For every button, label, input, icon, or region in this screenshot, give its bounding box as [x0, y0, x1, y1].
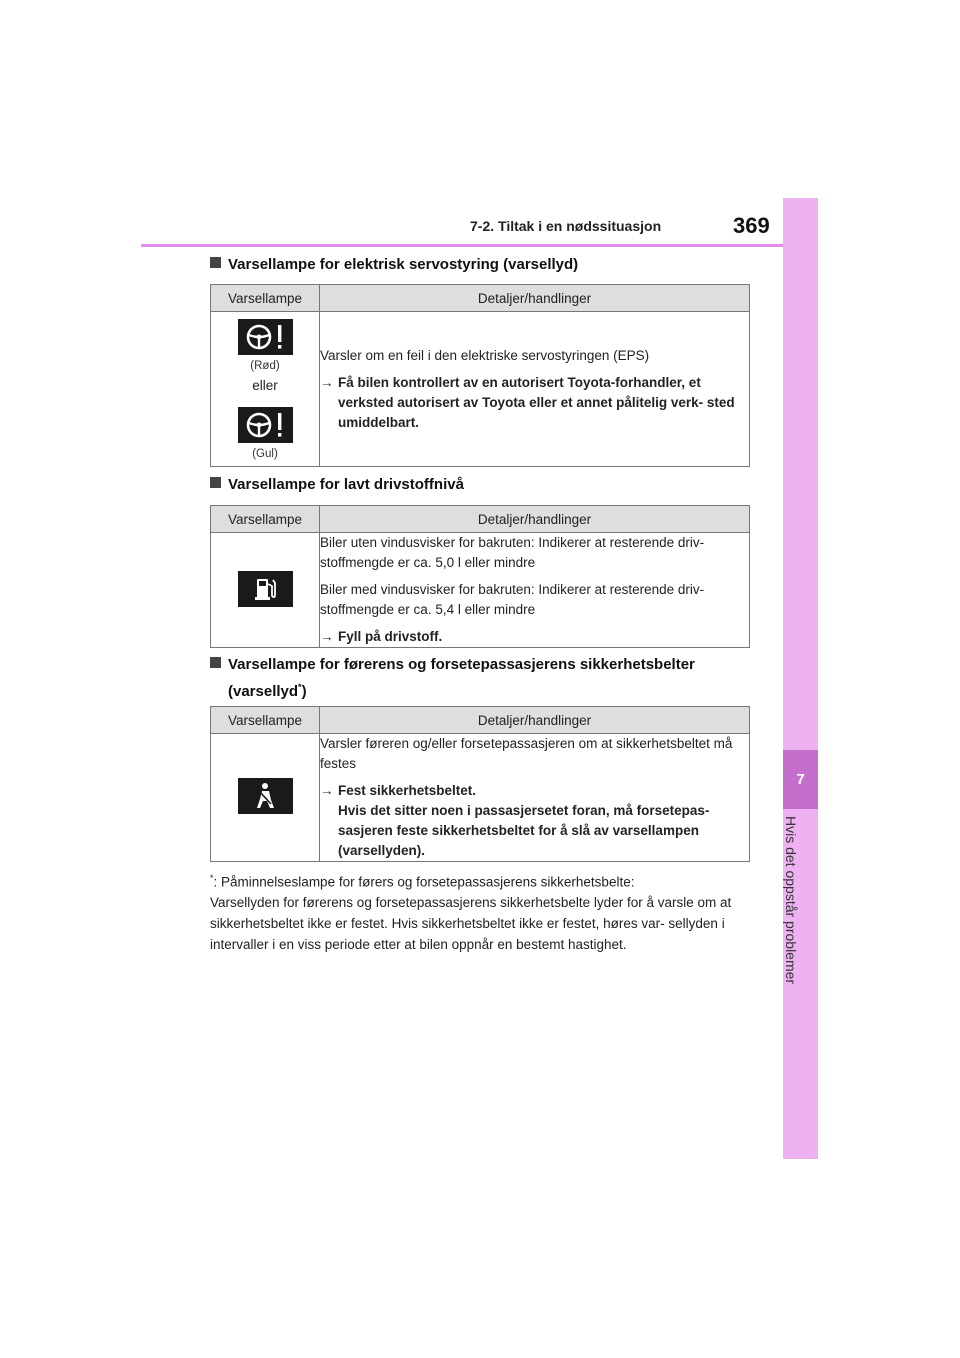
seatbelt-icon-cell	[211, 734, 320, 862]
column-header-lamp: Varsellampe	[211, 506, 320, 533]
body-paragraph: Varsellyden for førerens og forsetepassasjerens sikkerhetsbelte lyder for å varsle om at sikkerhetsbeltet ikke er festet. Hvis sikkerhetsbeltet ikke er festet, høres var- sellyden i intervaller i en viss periode etter at bilen oppnår en bestemt hastighet.	[210, 895, 732, 952]
column-header-lamp: Varsellampe	[211, 707, 320, 734]
section-title-eps: Varsellampe for elektrisk servostyring (varsellyd)	[210, 254, 578, 276]
column-header-lamp: Varsellampe	[211, 285, 320, 312]
chapter-title-text: Hvis det oppstår problemer	[783, 816, 799, 985]
fuel-pump-icon	[238, 571, 293, 607]
page-number: 369	[733, 213, 770, 238]
section-title-seatbelt: Varsellampe for førerens og forsetepassasjerens sikkerhetsbelter (varsellyd*)	[210, 654, 730, 703]
eps-details-cell	[320, 312, 750, 467]
or-label: eller	[252, 377, 278, 393]
header-divider	[141, 244, 783, 247]
header-section-title: 7-2. Tiltak i en nødssituasjon	[470, 218, 662, 234]
eps-action: → Få bilen kontrollert av en autorisert Toyota-forhandler, et verksted autorisert av Toyota eller et annet pålitelig verk- sted umiddelbart.	[320, 374, 735, 430]
chapter-side-tab	[783, 198, 818, 1159]
seatbelt-action: → Fest sikkerhetsbeltet.	[320, 781, 749, 801]
arrow-icon: →	[320, 374, 334, 390]
fuel-text-with-wiper: Biler med vindusvisker for bakruten: Indikerer at resterende driv- stoffmengde er ca. 5,4 l eller mindre	[320, 582, 705, 617]
arrow-icon: →	[320, 783, 334, 798]
footnote-marker: *	[210, 873, 214, 883]
eps-warning-table	[210, 284, 750, 467]
footnote: *: Påminnelseslampe for førers og forsetepassasjerens sikkerhetsbelte:	[210, 873, 635, 890]
steering-warning-icon	[238, 407, 293, 443]
arrow-icon: →	[320, 629, 334, 644]
chapter-number-badge: 7	[783, 750, 818, 809]
column-header-details: Detaljer/handlinger	[320, 506, 750, 533]
seatbelt-warning-table	[210, 706, 750, 862]
seatbelt-description: Varsler føreren og/eller forsetepassasjeren om at sikkerhetsbeltet må festes	[320, 736, 733, 771]
fuel-action: → Fyll på drivstoff.	[320, 627, 749, 647]
section-title-seatbelt-line2: (varsellyd*)	[228, 682, 307, 700]
red-caption: (Rød)	[250, 359, 280, 372]
eps-description: Varsler om en feil i den elektriske servostyringen (EPS)	[320, 347, 650, 363]
seatbelt-action-detail: Hvis det sitter noen i passasjersetet foran, må forsetepas- sasjeren feste sikkerhetsbeltet for å slå av varsellampen (varsellyden).	[338, 803, 710, 858]
fuel-icon-cell	[211, 533, 320, 648]
yellow-caption: (Gul)	[252, 447, 278, 460]
fuel-text-without-wiper: Biler uten vindusvisker for bakruten: Indikerer at resterende driv- stoffmengde er ca. 5,0 l eller mindre	[320, 535, 705, 570]
square-bullet-icon	[210, 257, 221, 268]
steering-warning-icon	[238, 319, 293, 355]
seatbelt-details-cell	[320, 734, 750, 862]
eps-icon-cell	[211, 312, 320, 467]
fuel-details-cell	[320, 533, 750, 648]
seatbelt-icon	[238, 778, 293, 814]
square-bullet-icon	[210, 477, 221, 488]
column-header-details: Detaljer/handlinger	[320, 707, 750, 734]
square-bullet-icon	[210, 657, 221, 668]
fuel-warning-table	[210, 505, 750, 648]
section-title-fuel: Varsellampe for lavt drivstoffnivå	[210, 474, 464, 496]
column-header-details: Detaljer/handlinger	[320, 285, 750, 312]
